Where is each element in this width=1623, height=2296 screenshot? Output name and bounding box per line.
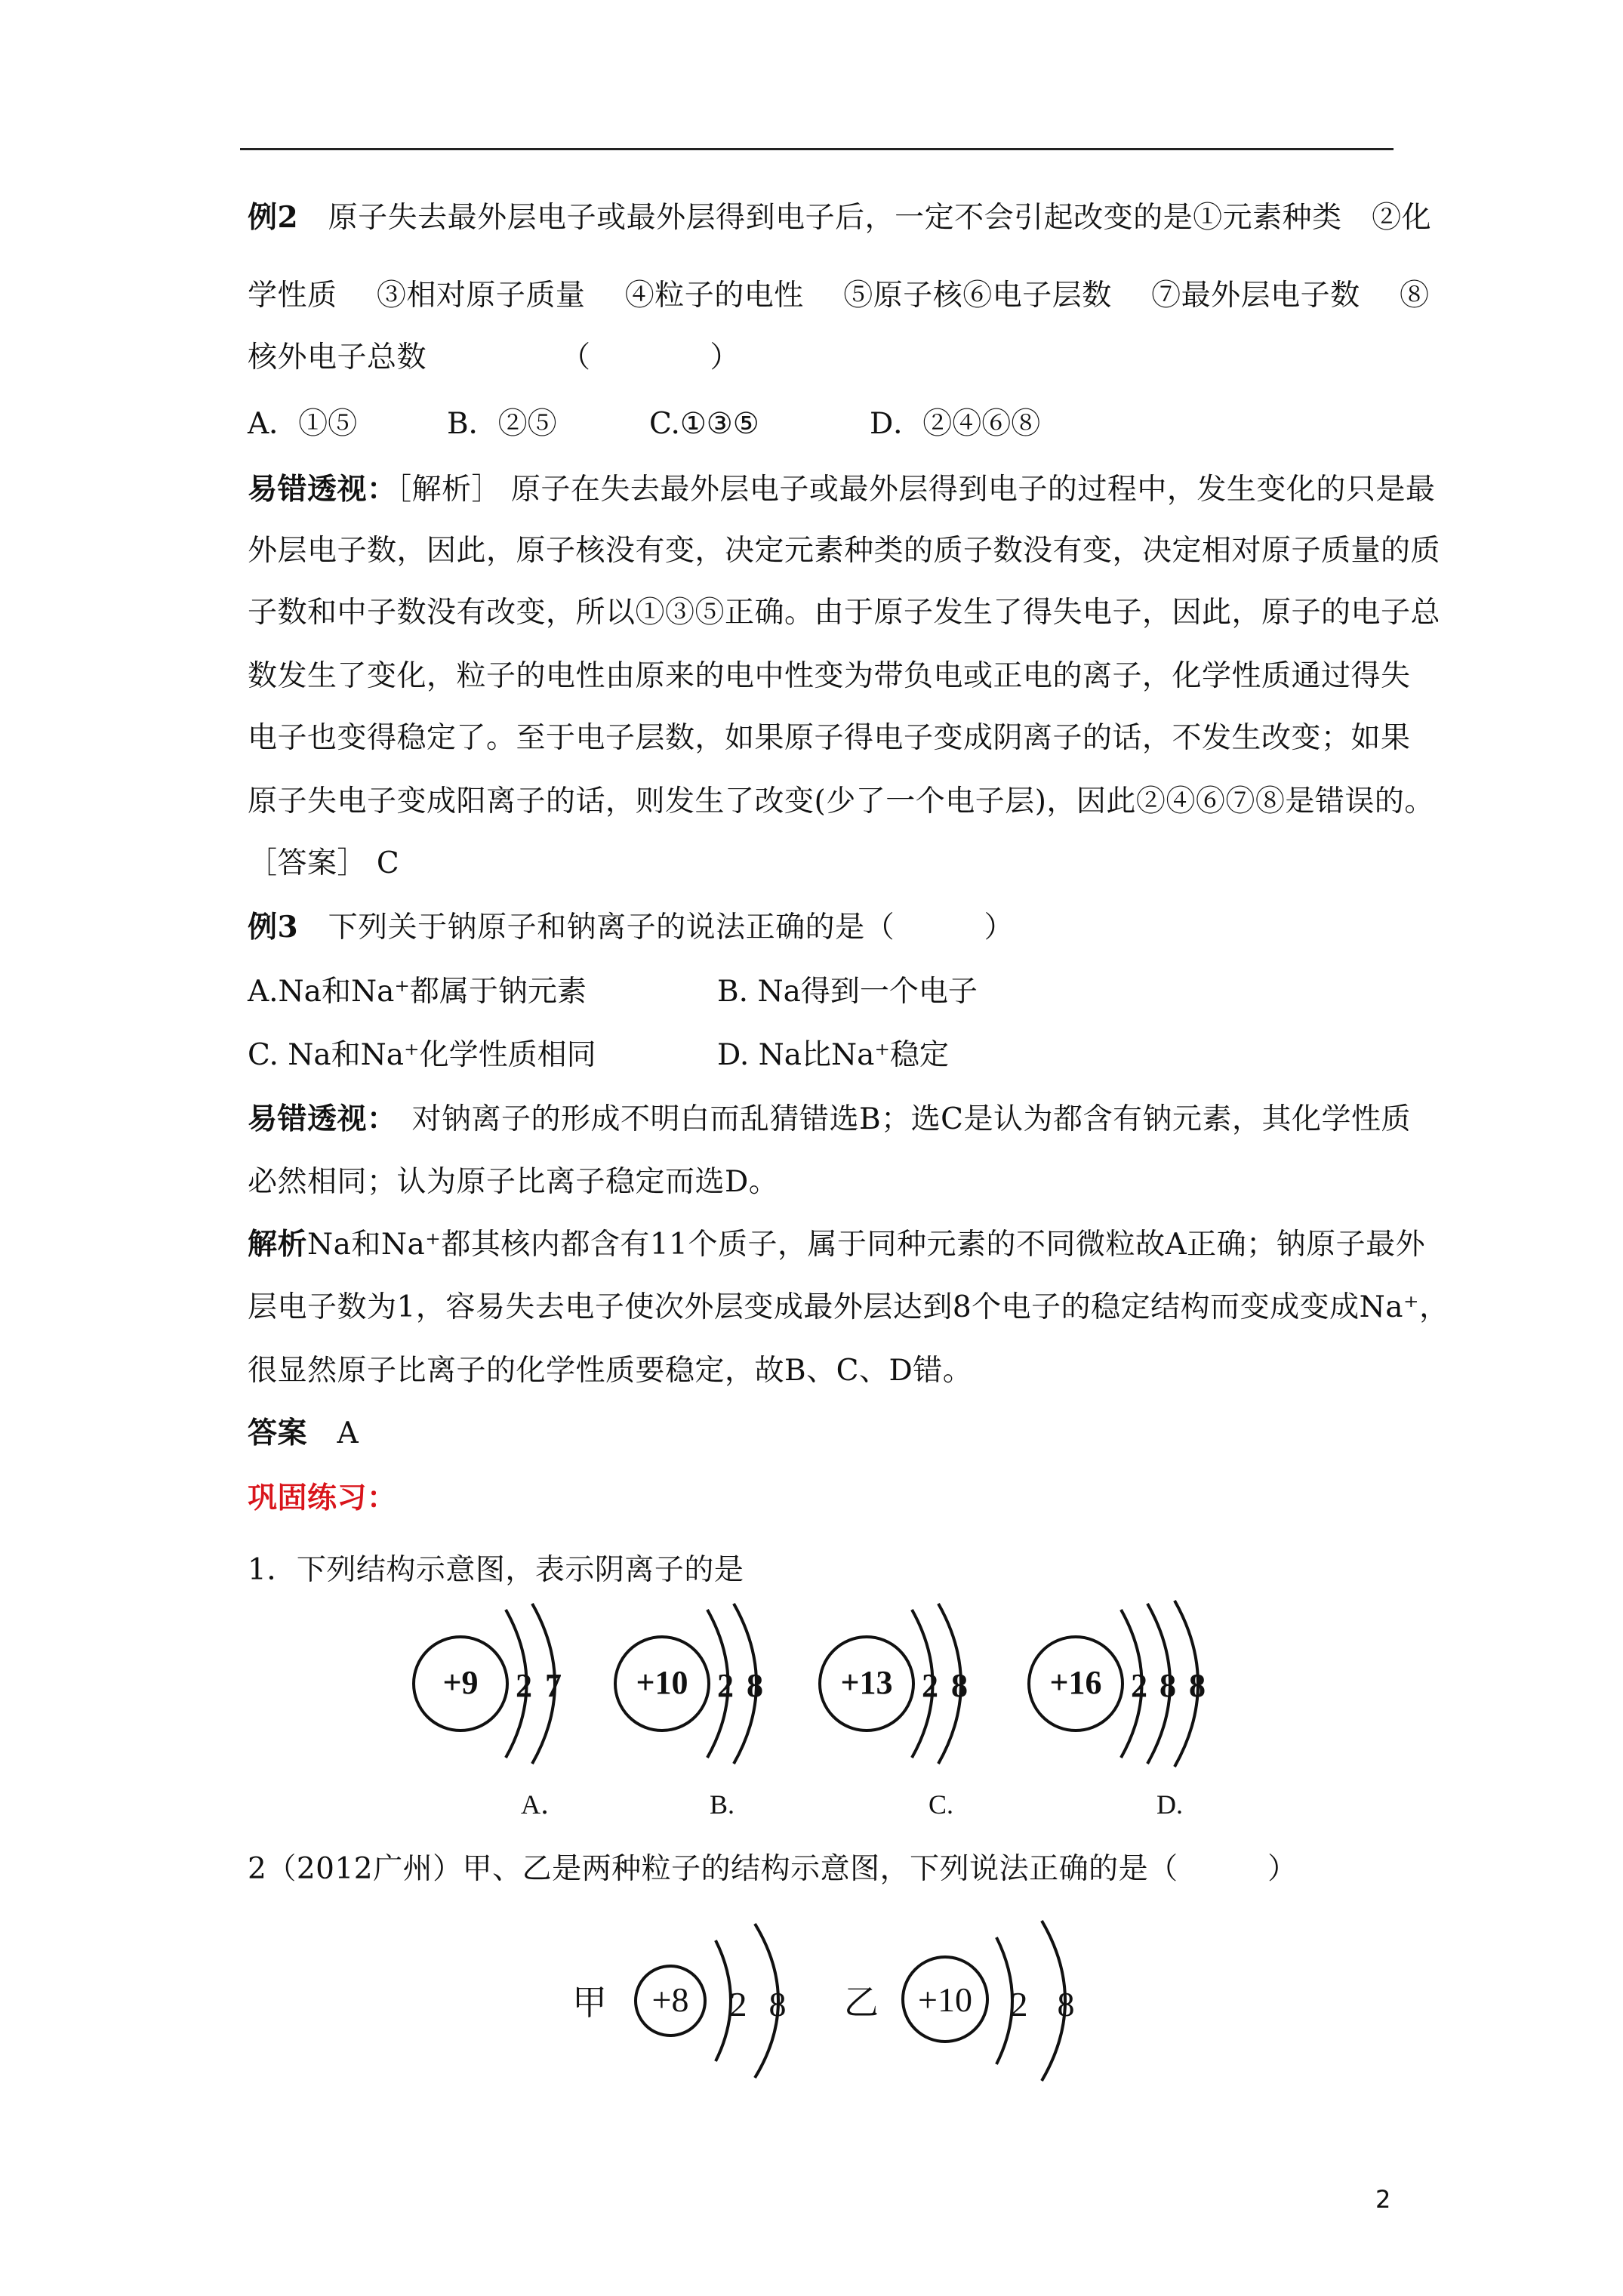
nucleus-charge: +16	[1049, 1664, 1102, 1701]
shell-electrons: 2	[922, 1667, 938, 1704]
practice-q2: 2（2012广州）甲、乙是两种粒子的结构示意图，下列说法正确的是（ ）	[248, 1852, 1298, 1886]
practice-q1: 1．下列结构示意图，表示阴离子的是	[248, 1553, 744, 1587]
ex2-analysis-line4: 数发生了变化，粒子的电性由原来的电中性变为带负电或正电的离子，化学性质通过得失	[248, 659, 1411, 693]
analysis-label: 易错透视：	[248, 1102, 383, 1136]
q1-option-label: D.	[1156, 1789, 1183, 1820]
header-rule	[240, 148, 1394, 150]
ex2-analysis-line6: 原子失电子变成阳离子的话，则发生了改变(少了一个电子层)，因此②④⑥⑦⑧是错误的。	[248, 784, 1434, 818]
ex3-jiexi-line2: 层电子数为1，容易失去电子使次外层变成最外层达到8个电子的稳定结构而变成变成Na⁺，	[248, 1290, 1449, 1324]
ex2-analysis-line3: 子数和中子数没有改变，所以①③⑤正确。由于原子发生了得失电子，因此，原子的电子总	[248, 596, 1441, 630]
shell-electrons: 8	[1057, 1985, 1075, 2023]
ex3-jiexi-line1: 解析Na和Na⁺都其核内都含有11个质子，属于同种元素的不同微粒故A正确；钠原子最外	[248, 1227, 1426, 1262]
ex2-option-d: D．②④⑥⑧	[870, 407, 1041, 441]
nucleus-charge: +10	[636, 1664, 688, 1701]
shell-electrons: 2	[729, 1985, 747, 2023]
ex2-option-a: A．①⑤	[248, 407, 358, 441]
ex2-label: 例2	[248, 200, 299, 235]
ex2-analysis-line1: 易错透视：［解析］ 原子在失去最外层电子或最外层得到电子的过程中，发生变化的只是最	[248, 472, 1436, 507]
nucleus-charge: +10	[918, 1980, 972, 2019]
ex3-analysis-line1: 易错透视： 对钠离子的形成不明白而乱猜错选B；选C是认为都含有钠元素，其化学性质	[248, 1102, 1412, 1136]
ex2-option-c: C.①③⑤	[649, 407, 759, 441]
ex3-option-b: B. Na得到一个电子	[717, 975, 978, 1009]
shell-electrons: 2	[717, 1667, 734, 1704]
page-number: 2	[1375, 2185, 1391, 2214]
ex3-analysis-line2: 必然相同；认为原子比离子稳定而选D。	[248, 1165, 779, 1199]
nucleus-charge: +13	[840, 1664, 893, 1701]
q1-option-label: A．	[521, 1789, 568, 1820]
shell-electrons: 7	[545, 1667, 562, 1704]
particle-name-yi: 乙	[844, 1983, 879, 2022]
ex2-line2: 学性质 ③相对原子质量 ④粒子的电性 ⑤原子核⑥电子层数 ⑦最外层电子数 ⑧	[248, 279, 1430, 313]
ex3-label: 例3	[248, 910, 299, 945]
ex3-option-c: C. Na和Na⁺化学性质相同	[248, 1038, 596, 1072]
ex3-option-a: A.Na和Na⁺都属于钠元素	[248, 975, 587, 1009]
q1-option-label: B.	[710, 1789, 735, 1820]
shell-electrons: 8	[951, 1667, 968, 1704]
nucleus-charge: +8	[651, 1980, 689, 2019]
shell-electrons: 2	[516, 1667, 532, 1704]
jiexi-label: 解析	[248, 1227, 308, 1262]
q1-option-label: C.	[929, 1789, 954, 1820]
shell-electrons: 8	[768, 1985, 787, 2023]
analysis-label: 易错透视：	[248, 472, 397, 507]
ex2-line3: 核外电子总数 （ ）	[248, 341, 741, 374]
q1-structure-diagrams	[0, 1593, 1623, 1820]
ex2-line1: 例2 原子失去最外层电子或最外层得到电子后，一定不会引起改变的是①元素种类 ②化	[248, 200, 1432, 235]
ex2-analysis-line5: 电子也变得稳定了。至于电子层数，如果原子得电子变成阴离子的话，不发生改变；如果	[248, 721, 1411, 755]
shell-electrons: 2	[1010, 1985, 1028, 2023]
nucleus-charge: +9	[442, 1664, 479, 1701]
ex3-option-d: D. Na比Na⁺稳定	[717, 1038, 950, 1072]
shell-electrons: 8	[747, 1667, 763, 1704]
ex2-analysis-line2: 外层电子数，因此，原子核没有变，决定元素种类的质子数没有变，决定相对原子质量的质	[248, 534, 1441, 568]
practice-heading: 巩固练习：	[248, 1481, 397, 1515]
particle-name-jia: 甲	[572, 1983, 607, 2022]
q2-structure-diagrams	[0, 1910, 1623, 2091]
ex3-jiexi-line3: 很显然原子比离子的化学性质要稳定，故B、C、D错。	[248, 1354, 973, 1388]
shell-electrons: 8	[1160, 1667, 1176, 1704]
ex3-question: 例3 下列关于钠原子和钠离子的说法正确的是（ ）	[248, 910, 1015, 945]
ex2-answer: ［答案］ C	[248, 846, 400, 880]
shell-electrons: 8	[1189, 1667, 1206, 1704]
electron-shell-arc	[716, 1940, 731, 2061]
ex3-answer: 答案 A	[248, 1416, 359, 1450]
shell-electrons: 2	[1131, 1667, 1147, 1704]
ex2-option-b: B．②⑤	[447, 407, 557, 441]
answer-label: 答案	[248, 1416, 308, 1450]
